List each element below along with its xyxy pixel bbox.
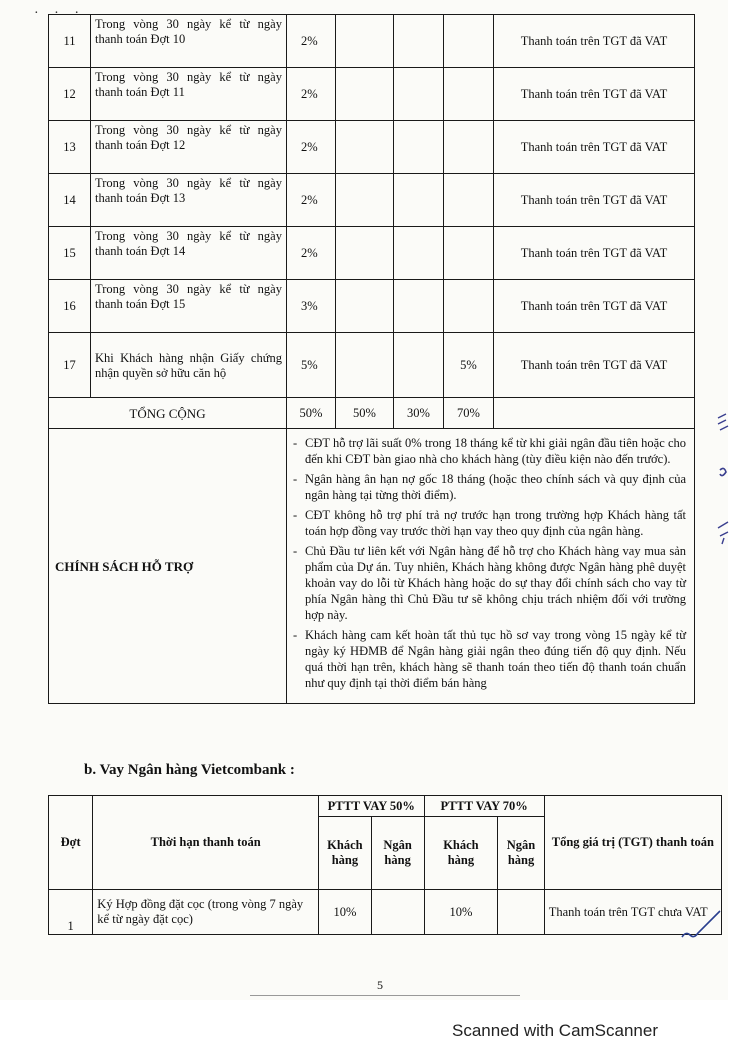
row-percent: 2%	[287, 121, 336, 174]
policy-item: - CĐT hỗ trợ lãi suất 0% trong 18 tháng kể từ khi giải ngân đầu tiên hoặc cho đến khi CĐT bàn giao nhà cho khách hàng (tùy điều kiện nào đến trước).	[293, 435, 686, 467]
row-description: Trong vòng 30 ngày kể từ ngày thanh toán Đợt 12	[91, 121, 287, 174]
policy-item: - Ngân hàng ân hạn nợ gốc 18 tháng (hoặc theo chính sách và quy định của ngân hàng tại từng thời điểm).	[293, 471, 686, 503]
policy-row	[49, 429, 695, 704]
row-description: Khi Khách hàng nhận Giấy chứng nhận quyền sở hữu căn hộ	[91, 333, 287, 398]
scan-specks: · · ·	[34, 6, 85, 21]
policy-item: - Khách hàng cam kết hoàn tất thủ tục hồ sơ vay trong vòng 15 ngày kể từ ngày ký HĐMB để Ngân hàng giải ngân theo đúng tiến độ quy định. Nếu quá thời hạn trên, khách hàng sẽ thanh toán theo tiến độ thanh toán chuẩn như quy định tại thời điểm bán hàng	[293, 627, 686, 691]
row-note: Thanh toán trên TGT đã VAT	[494, 227, 695, 280]
total-value-4: 70%	[444, 398, 494, 429]
policy-list	[287, 429, 695, 704]
table-row	[49, 333, 695, 398]
header-bank-70: Ngân hàng	[498, 817, 544, 890]
row-note: Thanh toán trên TGT đã VAT	[494, 333, 695, 398]
header-group-50: PTTT VAY 50%	[319, 796, 424, 817]
row-percent-70: 5%	[444, 333, 494, 398]
row-description: Trong vòng 30 ngày kể từ ngày thanh toán Đợt 15	[91, 280, 287, 333]
total-row	[49, 398, 695, 429]
policy-item: - Chủ Đầu tư liên kết với Ngân hàng để hỗ trợ cho Khách hàng vay mua sản phẩm của Dự án. Tuy nhiên, Khách hàng không được Ngân hàng phê duyệt khoản vay do lỗi từ Khách hàng hoặc do sự thay đổi chính sách cho vay từ phía Ngân hàng thì Chủ Đầu tư sẽ không chịu trách nhiệm đối với trường hợp này.	[293, 543, 686, 623]
row-note: Thanh toán trên TGT đã VAT	[494, 121, 695, 174]
row-customer-70: 10%	[424, 890, 498, 935]
row-number: 14	[49, 174, 91, 227]
row-percent: 2%	[287, 68, 336, 121]
policy-item: - CĐT không hỗ trợ phí trả nợ trước hạn trong trường hợp Khách hàng tất toán hợp đồng vay trước thời hạn vay theo quy định của ngân hàng.	[293, 507, 686, 539]
header-customer-70: Khách hàng	[424, 817, 498, 890]
row-note: Thanh toán trên TGT đã VAT	[494, 174, 695, 227]
total-value-1: 50%	[287, 398, 336, 429]
signature-icon	[676, 905, 726, 945]
table-row	[49, 280, 695, 333]
row-description: Trong vòng 30 ngày kể từ ngày thanh toán Đợt 14	[91, 227, 287, 280]
row-percent: 5%	[287, 333, 336, 398]
header-bank-50: Ngân hàng	[371, 817, 424, 890]
total-value-3: 30%	[394, 398, 444, 429]
header-term: Thời hạn thanh toán	[93, 796, 319, 890]
table-row	[49, 121, 695, 174]
row-number: 11	[49, 15, 91, 68]
row-customer-50: 10%	[319, 890, 372, 935]
table-row	[49, 68, 695, 121]
footer-divider	[250, 995, 520, 996]
row-term: Ký Hợp đồng đặt cọc (trong vòng 7 ngày kể từ ngày đặt cọc)	[93, 890, 319, 935]
row-note: Thanh toán trên TGT đã VAT	[494, 280, 695, 333]
row-note: Thanh toán trên TGT đã VAT	[494, 15, 695, 68]
row-number: 16	[49, 280, 91, 333]
row-percent: 3%	[287, 280, 336, 333]
scanner-watermark: Scanned with CamScanner	[452, 1021, 659, 1040]
header-group-70: PTTT VAY 70%	[424, 796, 544, 817]
table-row	[49, 174, 695, 227]
row-percent: 2%	[287, 15, 336, 68]
table-row	[49, 890, 722, 935]
row-number: 17	[49, 333, 91, 398]
header-total: Tổng giá trị (TGT) thanh toán	[544, 796, 721, 890]
total-label: TỔNG CỘNG	[49, 398, 287, 429]
row-number: 1	[49, 890, 93, 935]
section-b-heading: b. Vay Ngân hàng Vietcombank :	[84, 762, 295, 778]
header-dot: Đợt	[49, 796, 93, 890]
row-number: 12	[49, 68, 91, 121]
row-percent: 2%	[287, 227, 336, 280]
row-note: Thanh toán trên TGT đã VAT	[494, 68, 695, 121]
table-row	[49, 15, 695, 68]
header-customer-50: Khách hàng	[319, 817, 372, 890]
margin-stamp-icon	[712, 410, 736, 560]
vietcombank-schedule-table	[48, 795, 722, 935]
row-number: 13	[49, 121, 91, 174]
table-row	[49, 227, 695, 280]
policy-label: CHÍNH SÁCH HỖ TRỢ	[49, 429, 287, 704]
row-description: Trong vòng 30 ngày kể từ ngày thanh toán Đợt 11	[91, 68, 287, 121]
row-note: Thanh toán trên TGT chưa VAT	[544, 890, 721, 935]
payment-schedule-table	[48, 14, 695, 704]
row-number: 15	[49, 227, 91, 280]
row-description: Trong vòng 30 ngày kể từ ngày thanh toán Đợt 10	[91, 15, 287, 68]
total-value-2: 50%	[336, 398, 394, 429]
page-number: 5	[377, 978, 383, 992]
row-description: Trong vòng 30 ngày kể từ ngày thanh toán Đợt 13	[91, 174, 287, 227]
row-percent: 2%	[287, 174, 336, 227]
